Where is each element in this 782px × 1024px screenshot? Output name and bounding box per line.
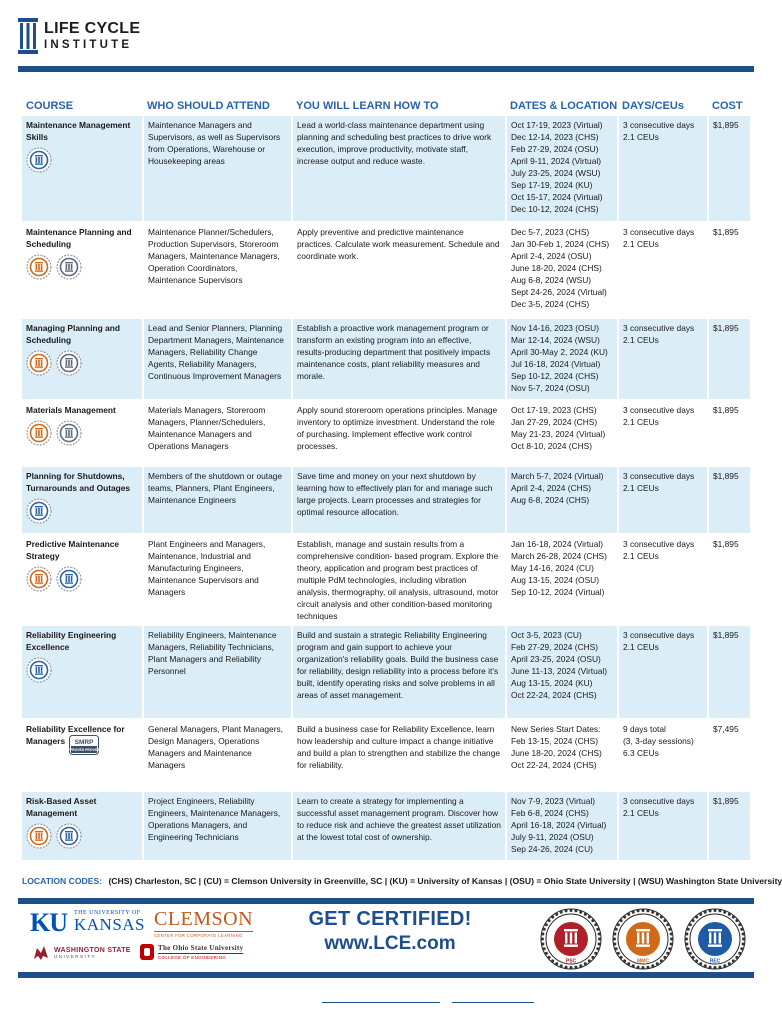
ku-monogram: KU <box>30 908 67 937</box>
cost-cell: $1,895 <box>708 791 750 861</box>
date-line: May 21-23, 2024 (Virtual) <box>511 429 606 439</box>
cost-cell: $1,895 <box>708 222 750 318</box>
date-line: Feb 27-29, 2024 (CHS) <box>511 642 599 652</box>
days-cell <box>618 400 708 466</box>
days-line: 2.1 CEUs <box>623 417 659 427</box>
attend-cell: Plant Engineers and Managers, Maintenance, Industrial and Manufacturing Engineers, Maintenance Supervisors and Managers <box>143 534 292 625</box>
date-line: Mar 12-14, 2024 (WSU) <box>511 335 600 345</box>
date-line: Jul 16-18, 2024 (Virtual) <box>511 359 601 369</box>
table-row <box>22 466 750 534</box>
svg-text:SMRP: SMRP <box>74 739 94 746</box>
learn-cell: Establish, manage and sustain results from a comprehensive condition- based program. Explore the theory, application and program best practices of multiple PdM technologies, including vibration analysis, thermography, oil analysis, ultrasound, motor circuit analysis and other condition-based monitoring techniques <box>292 534 506 625</box>
badge-group <box>26 420 138 446</box>
course-name: Managing Planning and Scheduling <box>26 323 120 345</box>
badge-group <box>26 657 138 683</box>
certification-badge-icon <box>56 254 82 280</box>
certification-cta <box>290 908 490 955</box>
days-line: 2.1 CEUs <box>623 551 659 561</box>
date-line: March 5-7, 2024 (Virtual) <box>511 471 604 481</box>
footer-divider-bottom <box>18 972 754 978</box>
dates-cell <box>506 222 618 318</box>
dates-cell <box>506 318 618 400</box>
badge-group <box>26 254 138 280</box>
course-name: Predictive Maintenance Strategy <box>26 539 120 561</box>
attend-cell: Members of the shutdown or outage teams, Planners, Plant Engineers, Maintenance Engineers <box>143 466 292 534</box>
date-line: Nov 5-7, 2024 (OSU) <box>511 383 590 393</box>
ku-logo <box>30 908 146 938</box>
date-line: Jan 16-18, 2024 (Virtual) <box>511 539 604 549</box>
logo-line1: LIFE CYCLE <box>44 19 141 37</box>
days-cell <box>618 116 708 222</box>
table-row <box>22 791 750 861</box>
days-line: 2.1 CEUs <box>623 642 659 652</box>
attend-cell: Maintenance Planner/Schedulers, Production Supervisors, Storeroom Managers, Maintenance Managers, Operation Coordinators, Maintenance Supervisors <box>143 222 292 318</box>
date-line: Dec 3-5, 2024 (CHS) <box>511 299 590 309</box>
course-name: Maintenance Management Skills <box>26 120 131 142</box>
wsu-line1: WASHINGTON STATE <box>54 946 131 954</box>
table-row <box>22 625 750 719</box>
osu-logo <box>140 944 243 960</box>
badge-group <box>26 147 138 173</box>
attend-cell: Project Engineers, Reliability Engineers, Maintenance Managers, Operations Managers, and Engineering Technicians <box>143 791 292 861</box>
header <box>18 16 140 56</box>
days-cell <box>618 625 708 719</box>
date-line: New Series Start Dates: <box>511 724 601 734</box>
partner-logos <box>28 906 268 970</box>
days-line: 3 consecutive days <box>623 539 695 549</box>
days-line: 3 consecutive days <box>623 405 695 415</box>
attend-cell: Lead and Senior Planners, Planning Department Managers, Maintenance Managers, Reliability Change Agents, Reliability Managers, Continuous Improvement Managers <box>143 318 292 400</box>
course-name: Planning for Shutdowns, Turnarounds and Outages <box>26 471 131 493</box>
date-line: June 11-13, 2024 (Virtual) <box>511 666 608 676</box>
course-cell <box>22 719 143 791</box>
seal-label: REC <box>709 958 721 965</box>
col-header-cost: COST <box>712 100 743 112</box>
osu-line2: COLLEGE OF ENGINEERING <box>158 953 243 960</box>
days-cell <box>618 791 708 861</box>
course-table <box>22 94 750 862</box>
days-line: 2.1 CEUs <box>623 239 659 249</box>
date-line: Oct 3-5, 2023 (CU) <box>511 630 582 640</box>
course-cell <box>22 318 143 400</box>
certification-badge-icon <box>56 350 82 376</box>
days-cell <box>618 719 708 791</box>
cost-cell: $1,895 <box>708 625 750 719</box>
osu-line1: The Ohio State University <box>158 944 244 952</box>
logo-line2: INSTITUTE <box>44 38 133 51</box>
days-line: (3, 3-day sessions) <box>623 736 694 746</box>
course-cell <box>22 534 143 625</box>
attend-cell: Materials Managers, Storeroom Managers, Planner/Schedulers, Maintenance Managers and Operations Managers <box>143 400 292 466</box>
days-cell <box>618 222 708 318</box>
attend-cell: Reliability Engineers, Maintenance Managers, Reliability Technicians, Plant Managers and Reliability Personnel <box>143 625 292 719</box>
osu-block-o-icon <box>140 944 154 960</box>
dates-cell <box>506 791 618 861</box>
certification-seals <box>540 908 746 970</box>
clemson-logo <box>154 908 253 938</box>
cta-headline: GET CERTIFIED! <box>308 908 472 930</box>
svg-text:APPROVED PROVIDER: APPROVED PROVIDER <box>65 748 103 753</box>
days-line: 2.1 CEUs <box>623 483 659 493</box>
table-row <box>22 222 750 318</box>
date-line: Feb 13-15, 2024 (CHS) <box>511 736 599 746</box>
course-name: Risk-Based Asset Management <box>26 796 97 818</box>
course-cell <box>22 222 143 318</box>
date-line: Oct 17-19, 2023 (CHS) <box>511 405 597 415</box>
ku-line2: KANSAS <box>74 915 146 934</box>
days-line: 3 consecutive days <box>623 471 695 481</box>
attend-cell: General Managers, Plant Managers, Design Managers, Operations Managers and Maintenance Managers <box>143 719 292 791</box>
course-name: Maintenance Planning and Scheduling <box>26 227 132 249</box>
certification-badge-icon <box>26 657 52 683</box>
attend-cell: Maintenance Managers and Supervisors, as well as Supervisors from Operations, Warehouse or Housekeeping areas <box>143 116 292 222</box>
col-header-days: DAYS/CEUs <box>622 100 684 112</box>
wsu-cougar-icon <box>32 944 50 962</box>
date-line: April 30-May 2, 2024 (KU) <box>511 347 608 357</box>
days-line: 3 consecutive days <box>623 227 695 237</box>
days-cell <box>618 466 708 534</box>
date-line: Sep 10-12, 2024 (Virtual) <box>511 587 605 597</box>
date-line: Oct 22-24, 2024 (CHS) <box>511 760 597 770</box>
certification-seal-icon <box>684 908 746 970</box>
cost-cell: $1,895 <box>708 466 750 534</box>
footer-divider-top <box>18 898 754 904</box>
date-line: Oct 17-19, 2023 (Virtual) <box>511 120 603 130</box>
date-line: Jan 27-29, 2024 (CHS) <box>511 417 598 427</box>
location-codes <box>22 876 782 886</box>
certification-badge-icon <box>56 566 82 592</box>
course-cell <box>22 400 143 466</box>
date-line: Dec 5-7, 2023 (CHS) <box>511 227 590 237</box>
date-line: Nov 7-9, 2023 (Virtual) <box>511 796 596 806</box>
certification-seal-icon <box>540 908 602 970</box>
date-line: April 2-4, 2024 (CHS) <box>511 483 592 493</box>
table-row <box>22 719 750 791</box>
wsu-line2: UNIVERSITY <box>54 953 97 959</box>
footer-rule-left <box>322 1002 440 1003</box>
logo <box>44 21 140 52</box>
course-name: Reliability Engineering Excellence <box>26 630 117 652</box>
certification-badge-icon <box>26 420 52 446</box>
date-line: Oct 15-17, 2024 (Virtual) <box>511 192 603 202</box>
badge-group <box>26 823 138 849</box>
course-cell <box>22 466 143 534</box>
days-line: 9 days total <box>623 724 666 734</box>
col-header-attend: WHO SHOULD ATTEND <box>147 100 270 112</box>
certification-badge-icon <box>26 498 52 524</box>
course-cell <box>22 116 143 222</box>
certification-badge-icon <box>26 350 52 376</box>
date-line: Dec 12-14, 2023 (CHS) <box>511 132 599 142</box>
date-line: Aug 13-15, 2024 (OSU) <box>511 575 599 585</box>
badge-group <box>26 566 138 592</box>
date-line: April 2-4, 2024 (OSU) <box>511 251 592 261</box>
cost-cell: $7,495 <box>708 719 750 791</box>
learn-cell: Build and sustain a strategic Reliability Engineering program and gain support to achieve your organization's reliability goals. Build the business case for reliability, design reliability into a process before it's built, identify operating risks and solve problems in all areas of asset management. <box>292 625 506 719</box>
course-name: Materials Management <box>26 405 116 415</box>
dates-cell <box>506 466 618 534</box>
learn-cell: Apply sound storeroom operations principles. Manage inventory to optimize investment. Understand the role of purchasing. Implement effective work control processes. <box>292 400 506 466</box>
days-cell <box>618 318 708 400</box>
seal-label: PSC <box>565 958 577 965</box>
certification-seal-icon <box>612 908 674 970</box>
date-line: Sept 24-26, 2024 (Virtual) <box>511 287 607 297</box>
dates-cell <box>506 116 618 222</box>
badge-group <box>26 498 138 524</box>
date-line: Dec 10-12, 2024 (CHS) <box>511 204 599 214</box>
location-list: (CHS) Charleston, SC | (CU) = Clemson University in Greenville, SC | (KU) = University of Kansas | (OSU) = Ohio State University | (WSU) Washington State University <box>108 876 782 886</box>
days-cell <box>618 534 708 625</box>
date-line: Aug 13-15, 2024 (KU) <box>511 678 593 688</box>
date-line: Jan 30-Feb 1, 2024 (CHS) <box>511 239 610 249</box>
learn-cell: Lead a world-class maintenance department using planning and scheduling best practices to drive work execution, improve productivity, motivate staff, increase output and reduce waste. <box>292 116 506 222</box>
badge-group <box>26 350 138 376</box>
clemson-name: CLEMSON <box>154 908 254 930</box>
footer-rule-right <box>452 1002 534 1003</box>
course-cell <box>22 625 143 719</box>
certification-badge-icon <box>26 254 52 280</box>
logo-column-icon <box>18 18 38 54</box>
dates-cell <box>506 534 618 625</box>
table-row <box>22 534 750 625</box>
date-line: July 9-11, 2024 (OSU) <box>511 832 594 842</box>
date-line: May 14-16, 2024 (CU) <box>511 563 594 573</box>
col-header-course: COURSE <box>26 100 74 112</box>
date-line: Sep 17-19, 2024 (KU) <box>511 180 593 190</box>
smrp-approved-badge-icon <box>65 735 103 755</box>
days-line: 2.1 CEUs <box>623 335 659 345</box>
days-line: 3 consecutive days <box>623 796 695 806</box>
table-row <box>22 116 750 222</box>
ku-line1: THE UNIVERSITY OF <box>74 910 141 916</box>
learn-cell: Establish a proactive work management program or transform an existing program into an effective, results-producing department that positively impacts maintenance costs, plant reliability measures and morale. <box>292 318 506 400</box>
date-line: Oct 8-10, 2024 (CHS) <box>511 441 592 451</box>
date-line: Nov 14-16, 2023 (OSU) <box>511 323 599 333</box>
cost-cell: $1,895 <box>708 318 750 400</box>
certification-badge-icon <box>26 566 52 592</box>
clemson-sub: CENTER FOR CORPORATE LEARNING <box>154 931 253 938</box>
course-table-body <box>22 116 750 861</box>
cost-cell: $1,895 <box>708 116 750 222</box>
date-line: Aug 6-8, 2024 (WSU) <box>511 275 592 285</box>
col-header-dates: DATES & LOCATION <box>510 100 618 112</box>
date-line: April 23-25, 2024 (OSU) <box>511 654 601 664</box>
table-header-row <box>22 94 750 116</box>
cta-website-link[interactable]: www.LCE.com <box>324 933 456 954</box>
date-line: Oct 22-24, 2024 (CHS) <box>511 690 597 700</box>
date-line: April 16-18, 2024 (Virtual) <box>511 820 607 830</box>
date-line: June 18-20, 2024 (CHS) <box>511 263 602 273</box>
days-line: 2.1 CEUs <box>623 132 659 142</box>
learn-cell: Apply preventive and predictive maintenance practices. Calculate work measurement. Schedule and coordinate work. <box>292 222 506 318</box>
table-row <box>22 318 750 400</box>
days-line: 2.1 CEUs <box>623 808 659 818</box>
header-divider <box>18 66 754 72</box>
cost-cell: $1,895 <box>708 534 750 625</box>
date-line: April 9-11, 2024 (Virtual) <box>511 156 601 166</box>
date-line: Sep 24-26, 2024 (CU) <box>511 844 593 854</box>
dates-cell <box>506 719 618 791</box>
date-line: Feb 27-29, 2024 (OSU) <box>511 144 599 154</box>
date-line: Feb 6-8, 2024 (CHS) <box>511 808 589 818</box>
days-line: 3 consecutive days <box>623 630 695 640</box>
dates-cell <box>506 400 618 466</box>
col-header-learn: YOU WILL LEARN HOW TO <box>296 100 439 112</box>
date-line: June 18-20, 2024 (CHS) <box>511 748 602 758</box>
date-line: Sep 10-12, 2024 (CHS) <box>511 371 599 381</box>
location-label: LOCATION CODES: <box>22 876 103 886</box>
certification-badge-icon <box>26 823 52 849</box>
table-row <box>22 400 750 466</box>
course-name: Reliability Excellence for Managers <box>26 724 125 746</box>
date-line: Aug 6-8, 2024 (CHS) <box>511 495 590 505</box>
course-cell <box>22 791 143 861</box>
wsu-logo <box>32 944 131 962</box>
cost-cell: $1,895 <box>708 400 750 466</box>
days-line: 3 consecutive days <box>623 120 695 130</box>
days-line: 6.3 CEUs <box>623 748 659 758</box>
seal-label: MMC <box>637 958 649 965</box>
days-line: 3 consecutive days <box>623 323 695 333</box>
learn-cell: Save time and money on your next shutdown by learning how to effectively plan for and manage such large projects. Learn processes and strategies for optimal resource allocation. <box>292 466 506 534</box>
certification-badge-icon <box>26 147 52 173</box>
date-line: July 23-25, 2024 (WSU) <box>511 168 601 178</box>
dates-cell <box>506 625 618 719</box>
certification-badge-icon <box>56 823 82 849</box>
learn-cell: Build a business case for Reliability Excellence, learn how leadership and culture impact a change initiative and build a plan to strengthen and stabilize the change for reliability. <box>292 719 506 791</box>
learn-cell: Learn to create a strategy for implementing a successful asset management program. Discover how to reduce risk and achieve the greatest asset utilization at the lowest total cost of ownership. <box>292 791 506 861</box>
certification-badge-icon <box>56 420 82 446</box>
date-line: March 26-28, 2024 (CHS) <box>511 551 607 561</box>
